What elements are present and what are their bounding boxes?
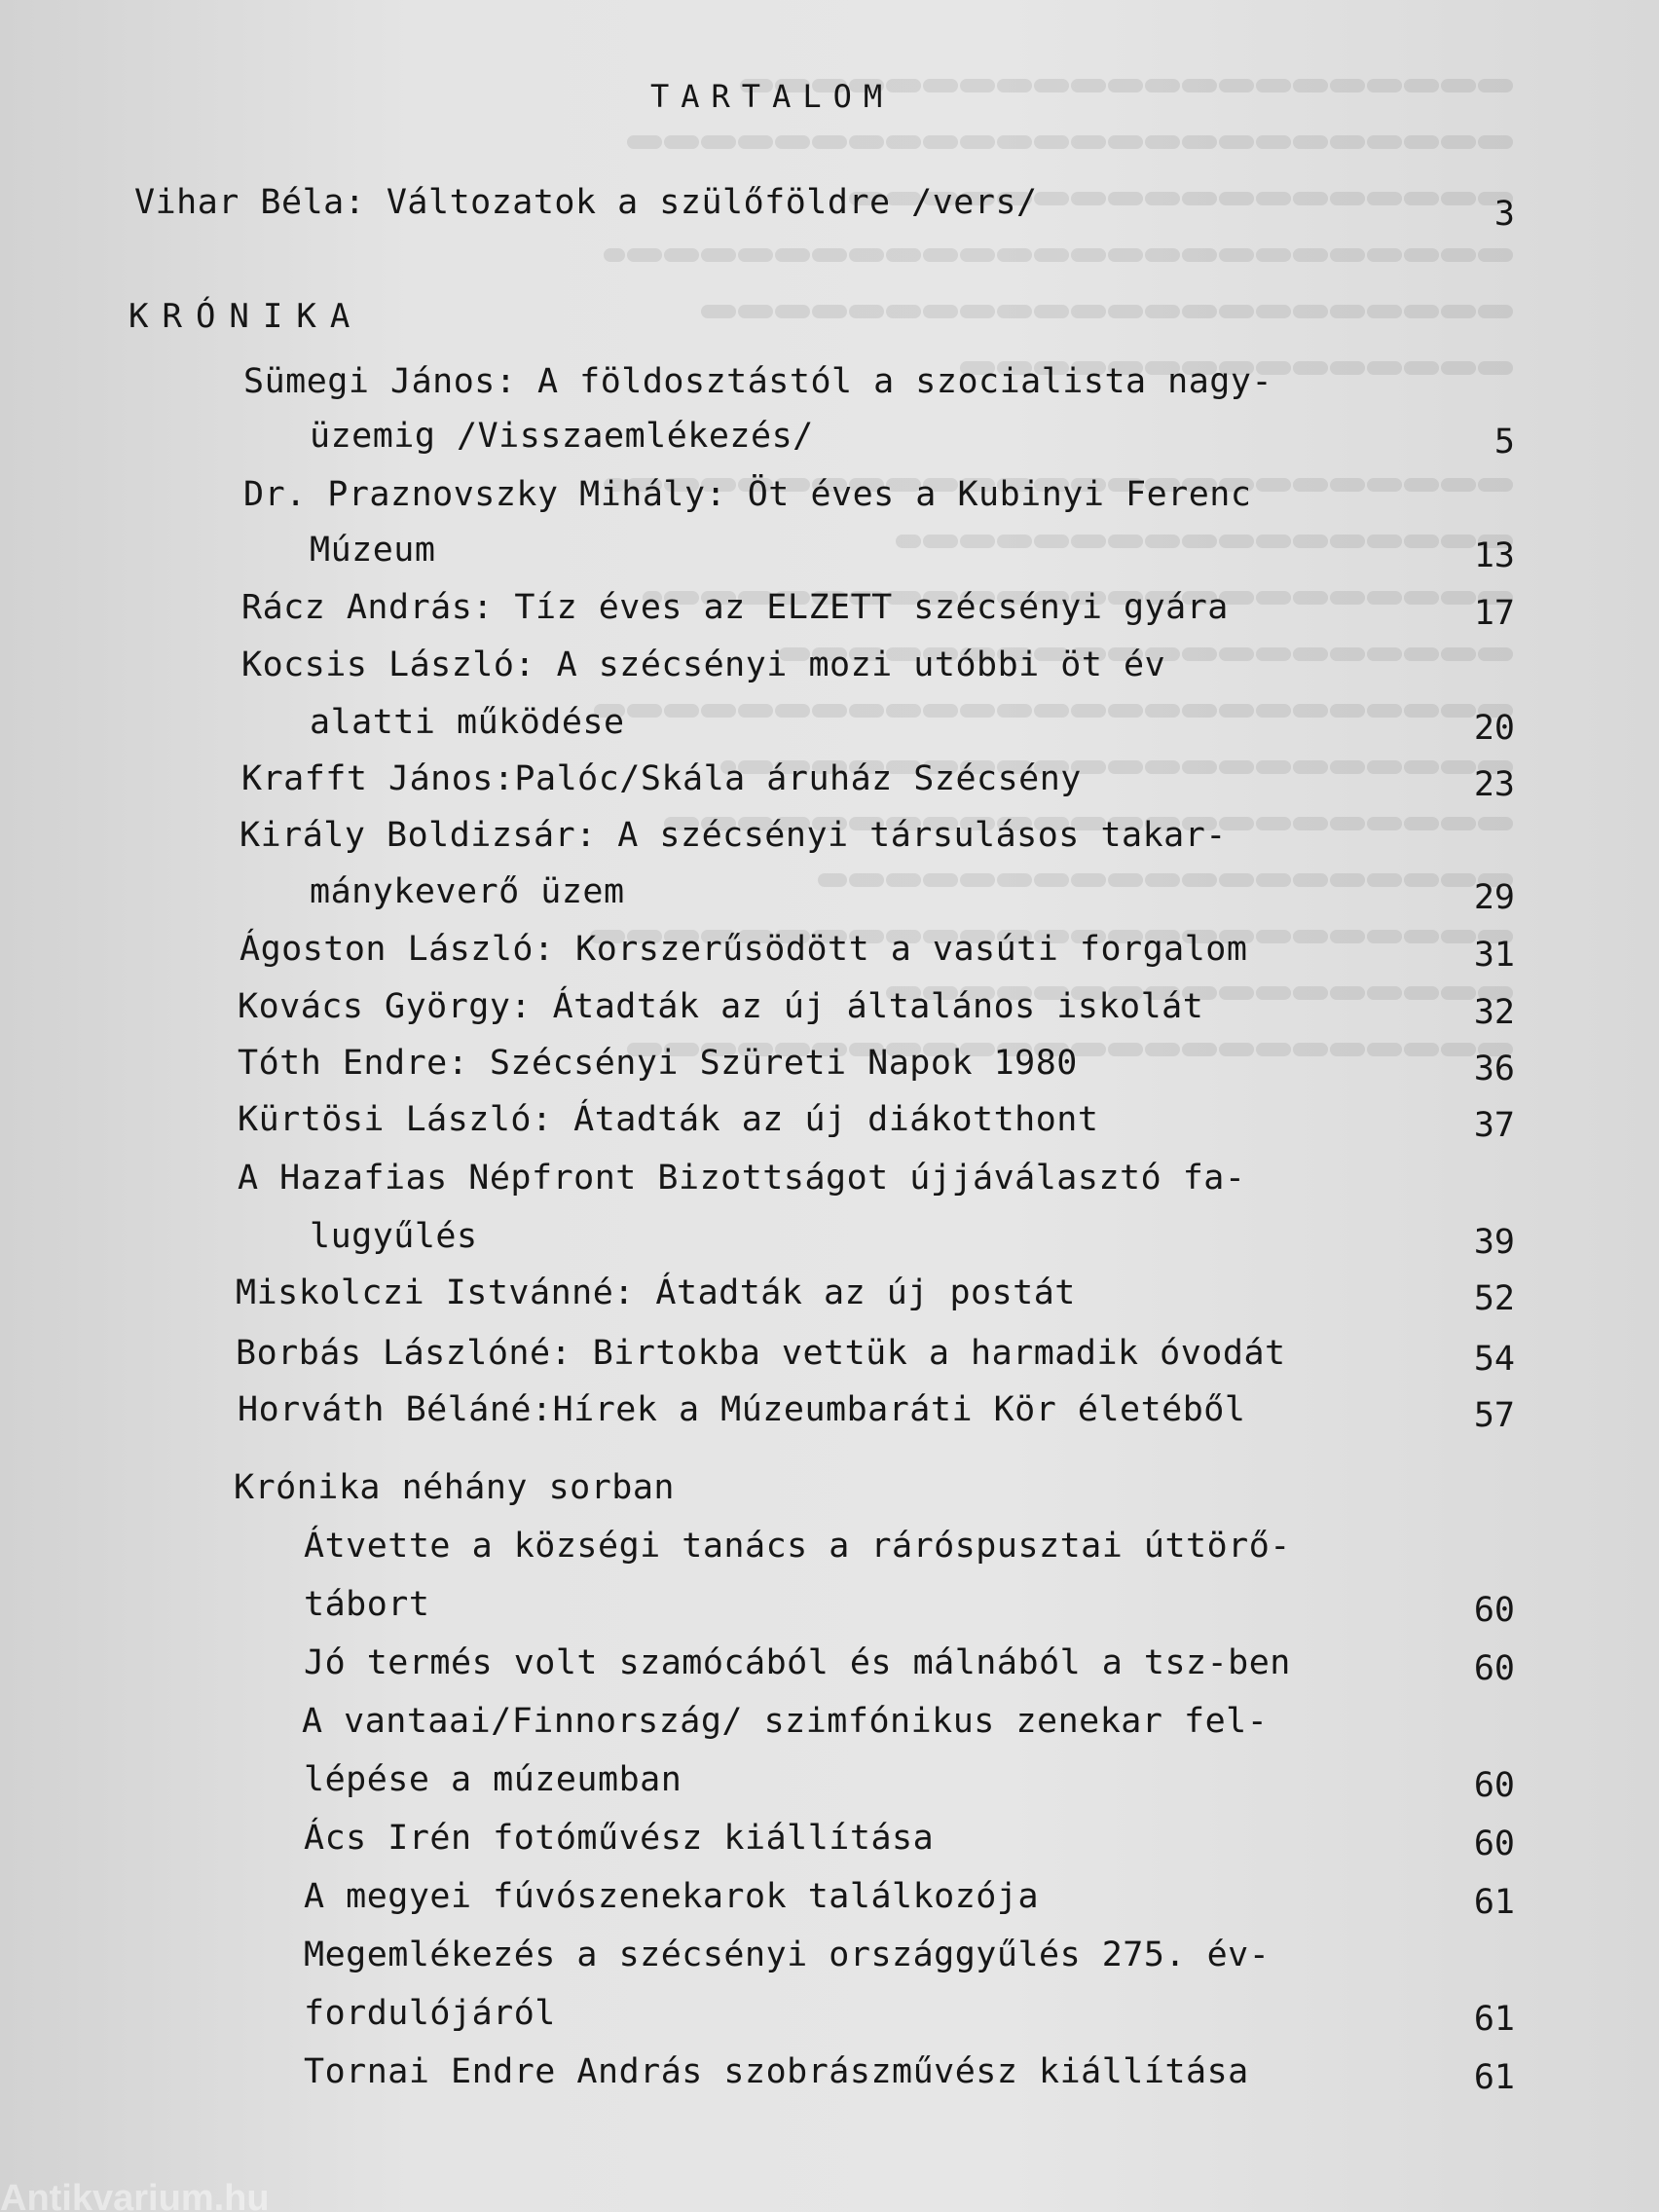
toc-entry-page: 20 (1473, 709, 1515, 748)
toc-subentry-title[interactable]: Megemlékezés a szécsényi országgyűlés 275. év- (304, 1936, 1271, 1974)
toc-entry-title[interactable]: A Hazafias Népfront Bizottságot újjáválasztó fa- (238, 1159, 1246, 1198)
toc-entry-title[interactable]: Borbás Lászlóné: Birtokba vettük a harmadik óvodát (236, 1334, 1286, 1373)
toc-entry-page: 57 (1473, 1396, 1515, 1435)
toc-subentry-title[interactable]: A vantaai/Finnország/ szimfónikus zenekar fel- (302, 1702, 1269, 1741)
toc-entry-title-cont[interactable]: alatti működése (310, 703, 625, 742)
toc-entry-page: 39 (1473, 1223, 1515, 1262)
toc-entry-title[interactable]: Kürtösi László: Átadták az új diákotthont (238, 1100, 1099, 1139)
toc-intro-page: 3 (1493, 195, 1515, 234)
toc-entry-title[interactable]: Miskolczi Istvánné: Átadták az új postát (236, 1273, 1076, 1312)
toc-subentry-page: 61 (1473, 2058, 1515, 2097)
toc-entry-page: 32 (1473, 993, 1515, 1032)
toc-subentry-title-cont[interactable]: lépése a múzeumban (304, 1760, 682, 1799)
toc-entry-title[interactable]: Ágoston László: Korszerűsödött a vasúti forgalom (240, 930, 1248, 969)
toc-subentry-page: 60 (1473, 1766, 1515, 1805)
toc-entry-page: 13 (1473, 536, 1515, 575)
toc-entry-title[interactable]: Király Boldizsár: A szécsényi társulásos takar- (240, 816, 1227, 855)
toc-subentry-page: 61 (1473, 2000, 1515, 2039)
toc-entry-page: 23 (1473, 765, 1515, 804)
toc-subentry-page: 60 (1473, 1825, 1515, 1863)
toc-subentry-title-cont[interactable]: fordulójáról (304, 1994, 556, 2033)
toc-entry-title[interactable]: Kovács György: Átadták az új általános iskolát (238, 987, 1204, 1026)
toc-entry-page: 36 (1473, 1050, 1515, 1088)
toc-entry-page: 52 (1473, 1279, 1515, 1318)
section-heading: KRÓNIKA (129, 297, 364, 336)
toc-entry-title[interactable]: Tóth Endre: Szécsényi Szüreti Napok 1980 (238, 1044, 1078, 1083)
toc-subentry-page: 60 (1473, 1649, 1515, 1688)
toc-entry-title-cont[interactable]: mánykeverő üzem (310, 872, 625, 911)
toc-subentry-title[interactable]: Ács Irén fotóművész kiállítása (304, 1819, 935, 1858)
toc-subentry-title-cont[interactable]: tábort (304, 1585, 430, 1624)
toc-subentry-page: 61 (1473, 1883, 1515, 1922)
subsection-heading: Krónika néhány sorban (234, 1468, 676, 1507)
toc-entry-page: 17 (1473, 594, 1515, 633)
toc-subentry-title[interactable]: Tornai Endre András szobrászművész kiállítása (304, 2052, 1249, 2091)
toc-subentry-title[interactable]: A megyei fúvószenekarok találkozója (304, 1877, 1040, 1916)
toc-entry-title[interactable]: Kocsis László: A szécsényi mozi utóbbi öt év (241, 645, 1166, 684)
toc-entry-title[interactable]: Krafft János:Palóc/Skála áruház Szécsény (241, 759, 1082, 798)
toc-entry-title[interactable]: Rácz András: Tíz éves az ELZETT szécsényi gyára (241, 588, 1229, 627)
toc-entry-page: 37 (1473, 1106, 1515, 1145)
page-title: TARTALOM (650, 78, 895, 115)
toc-intro-title[interactable]: Vihar Béla: Változatok a szülőföldre /vers/ (134, 183, 1038, 222)
toc-entry-page: 29 (1473, 878, 1515, 917)
toc-entry-title-cont[interactable]: Múzeum (310, 531, 436, 570)
toc-entry-title[interactable]: Sümegi János: A földosztástól a szocialista nagy- (243, 362, 1273, 401)
toc-entry-title-cont[interactable]: üzemig /Visszaemlékezés/ (310, 417, 814, 456)
toc-entry-title-cont[interactable]: lugyűlés (310, 1217, 478, 1256)
watermark: Antikvarium.hu (0, 2178, 270, 2212)
toc-subentry-title[interactable]: Jó termés volt szamócából és málnából a tsz-ben (304, 1643, 1291, 1682)
toc-subentry-page: 60 (1473, 1591, 1515, 1630)
toc-subentry-title[interactable]: Átvette a községi tanács a ráróspusztai úttörő- (304, 1527, 1291, 1566)
toc-entry-page: 5 (1493, 423, 1515, 461)
toc-entry-page: 54 (1473, 1340, 1515, 1379)
toc-entry-title[interactable]: Dr. Praznovszky Mihály: Öt éves a Kubinyi Ferenc (243, 475, 1252, 514)
toc-entry-title[interactable]: Horváth Béláné:Hírek a Múzeumbaráti Kör életéből (238, 1390, 1246, 1429)
toc-entry-page: 31 (1473, 936, 1515, 975)
